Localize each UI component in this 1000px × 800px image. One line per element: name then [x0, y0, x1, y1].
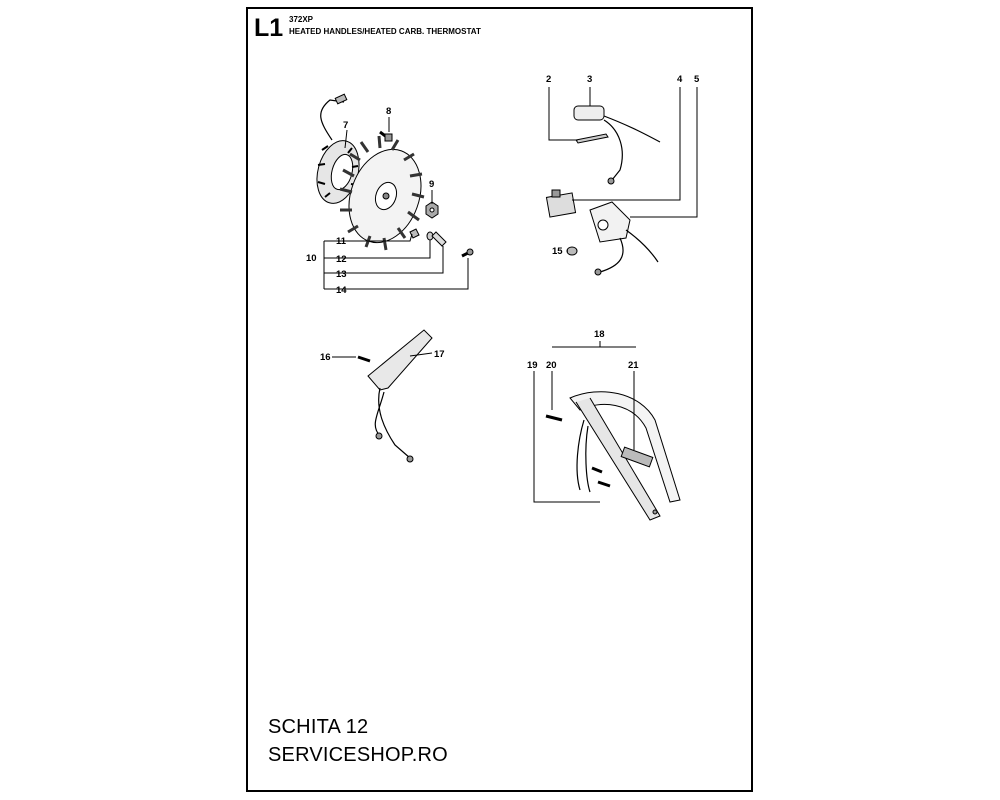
part-screw-16	[358, 357, 370, 361]
callout-11: 11	[336, 236, 347, 247]
part-nut-9	[426, 202, 438, 218]
callout-20: 20	[546, 360, 557, 371]
sheet-title: HEATED HANDLES/HEATED CARB. THERMOSTAT	[289, 27, 481, 36]
footer-website: SERVICESHOP.RO	[268, 744, 448, 766]
part-switch-4	[546, 190, 575, 217]
callout-15: 15	[552, 246, 563, 257]
callout-12: 12	[336, 254, 347, 265]
callout-13: 13	[336, 269, 347, 280]
callout-2: 2	[546, 74, 552, 85]
callout-3: 3	[587, 74, 593, 85]
part-bracket-13	[432, 232, 446, 246]
callout-16: 16	[320, 352, 331, 363]
callout-4: 4	[677, 74, 683, 85]
callout-18: 18	[594, 329, 605, 340]
callout-8: 8	[386, 106, 392, 117]
callout-7: 7	[343, 120, 349, 131]
part-nut-15	[567, 247, 577, 255]
part-heater-element-17	[368, 330, 432, 462]
callout-21: 21	[628, 360, 639, 371]
callout-17: 17	[434, 349, 445, 360]
part-bolt-8	[380, 132, 392, 141]
callout-14: 14	[336, 285, 347, 296]
part-heater-5	[590, 202, 658, 275]
callout-19: 19	[527, 360, 538, 371]
part-thermostat-3	[574, 106, 660, 184]
footer-sketch-number: SCHITA 12	[268, 716, 369, 738]
model-label: 372XP	[289, 15, 314, 24]
handle-heater-group	[332, 330, 432, 462]
part-screw-14	[462, 249, 473, 256]
section-code: L1	[254, 14, 284, 42]
callout-5: 5	[694, 74, 700, 85]
thermostat-group	[546, 87, 697, 275]
callout-9: 9	[429, 179, 435, 190]
callout-10: 10	[306, 253, 317, 264]
generator-group	[310, 94, 473, 289]
part-clip-2	[576, 134, 608, 143]
